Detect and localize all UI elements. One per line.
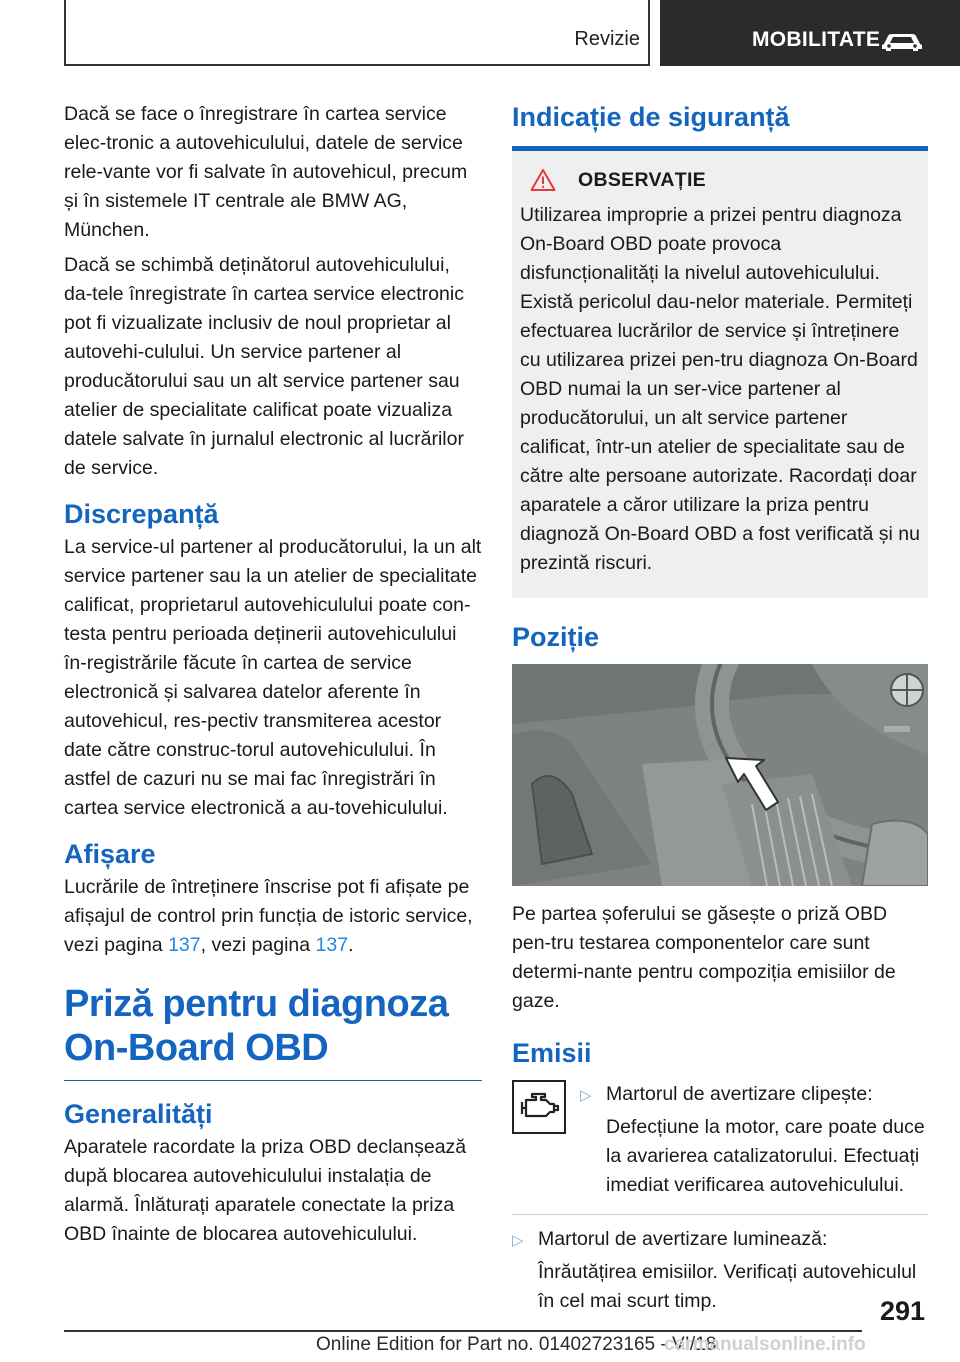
paragraph-service-record: Dacă se face o înregistrare în cartea service elec-tronic a autovehiculului, datele de service rele-vante vor fi salvate în autovehicul, precum și în sistemele IT centrale ale BMW AG, München. xyxy=(64,103,468,241)
warning-triangle-icon xyxy=(530,168,556,192)
heading-discrepanta: Discrepanță xyxy=(64,499,219,529)
header-underline xyxy=(64,64,648,66)
heading-afisare: Afișare xyxy=(64,839,156,869)
header-right-border xyxy=(648,0,650,66)
paragraph-pozitie: Pe partea șoferului se găsește o priză OBD pen-tru testarea componentelor care sunt determi-nante pentru compoziția emisiilor de gaze. xyxy=(512,903,896,1012)
emission-flashing-title: Martorul de avertizare clipește: xyxy=(606,1083,873,1105)
heading-indicatie-siguranta: Indicație de siguranță xyxy=(512,100,928,151)
left-column xyxy=(64,100,482,1255)
afisare-text-a: Lucrările de întreținere înscrise pot fi afișate pe afișajul de control prin funcția de istoric service, vezi pagina xyxy=(64,876,473,956)
header-section-label: Revizie xyxy=(574,28,640,50)
paragraph-generalitati: Aparatele racordate la priza OBD declanșează după blocarea autovehiculului instalația de alarmă. Înlăturați aparatele conectate la priza OBD înainte de blocarea autovehiculului. xyxy=(64,1136,467,1245)
header-left-border xyxy=(64,0,66,66)
heading-priza-obd: Priză pentru diagnoza On-Board OBD xyxy=(64,982,482,1081)
obd-location-photo xyxy=(512,664,928,886)
bullet-icon: ▷ xyxy=(512,1232,524,1249)
bullet-icon: ▷ xyxy=(580,1087,592,1104)
page-number: 291 xyxy=(880,1296,926,1326)
warning-title: OBSERVAȚIE xyxy=(578,168,706,191)
emission-item-steady xyxy=(512,1225,928,1316)
car-icon xyxy=(880,30,924,52)
heading-generalitati: Generalități xyxy=(64,1099,213,1129)
warning-header xyxy=(530,165,920,195)
header-chapter-label: MOBILITATE xyxy=(752,28,881,51)
emission-divider xyxy=(512,1214,928,1215)
heading-pozitie: Poziție xyxy=(512,622,600,652)
emission-steady-desc: Înrăutățirea emisiilor. Verificați autovehiculul în cel mai scurt timp. xyxy=(538,1261,917,1312)
emission-item-flashing xyxy=(512,1080,928,1200)
emission-steady-title: Martorul de avertizare luminează: xyxy=(538,1228,828,1250)
paragraph-afisare xyxy=(64,873,482,960)
emission-flashing-desc: Defecțiune la motor, care poate duce la avarierea catalizatorului. Efectuați imediat verificarea autovehiculului. xyxy=(606,1116,925,1196)
afisare-text-b: , vezi pagina xyxy=(200,934,316,956)
heading-emisii: Emisii xyxy=(512,1038,592,1068)
page-link-137-second[interactable]: 137 xyxy=(315,934,349,956)
footer-line xyxy=(64,1330,862,1332)
page-link-137-first[interactable]: 137 xyxy=(168,934,201,956)
warning-text: Utilizarea improprie a prizei pentru diagnoza On-Board OBD poate provoca disfuncționalități la nivelul autovehiculului. Există pericolul dau-nelor materiale. Permiteți efectuarea lucrărilor de service și întreținere cu utilizarea prizei pen-tru diagnoza On-Board OBD numai la un ser-vice partener al producătorului, un alt service partener calificat, într-un atelier de specialitate sau de către alte persoane autorizate. Racordați doar aparatele a căror utilizare la priza pentru diagnoză On-Board OBD a fost verificată și nu prezintă riscuri. xyxy=(520,204,920,574)
warning-box xyxy=(512,151,928,598)
afisare-text-c: . xyxy=(348,934,354,956)
right-column xyxy=(512,100,928,1316)
watermark: carmanualsonline.info xyxy=(664,1334,866,1355)
paragraph-owner-change: Dacă se schimbă deținătorul autovehiculului, da-tele înregistrate în cartea service electronic pot fi vizualizate inclusiv de noul proprietar al autovehi-culului. Un service partener al producătorului sau un alt service partener sau atelier de specialitate calificat poate vizualiza datele salvate în jurnalul electronic al lucrărilor de service. xyxy=(64,254,464,479)
engine-warning-icon xyxy=(512,1080,566,1134)
paragraph-discrepanta: La service-ul partener al producătorului, la un alt service partener sau la un atelier de specialitate calificat, proprietarul autovehiculului poate con-testa pentru perioada deținerii autovehiculului în-registrările făcute în cartea de service electronică și salvarea datelor aferente în autovehicul, res-pectiv transmiterea acestor date către construc-torul autovehiculului. În astfel de cazuri nu se mai fac înregistrări în cartea service electronică a au-tovehiculului. xyxy=(64,536,482,819)
footer-edition: Online Edition for Part no. 01402723165 - VI/18 xyxy=(316,1334,717,1355)
